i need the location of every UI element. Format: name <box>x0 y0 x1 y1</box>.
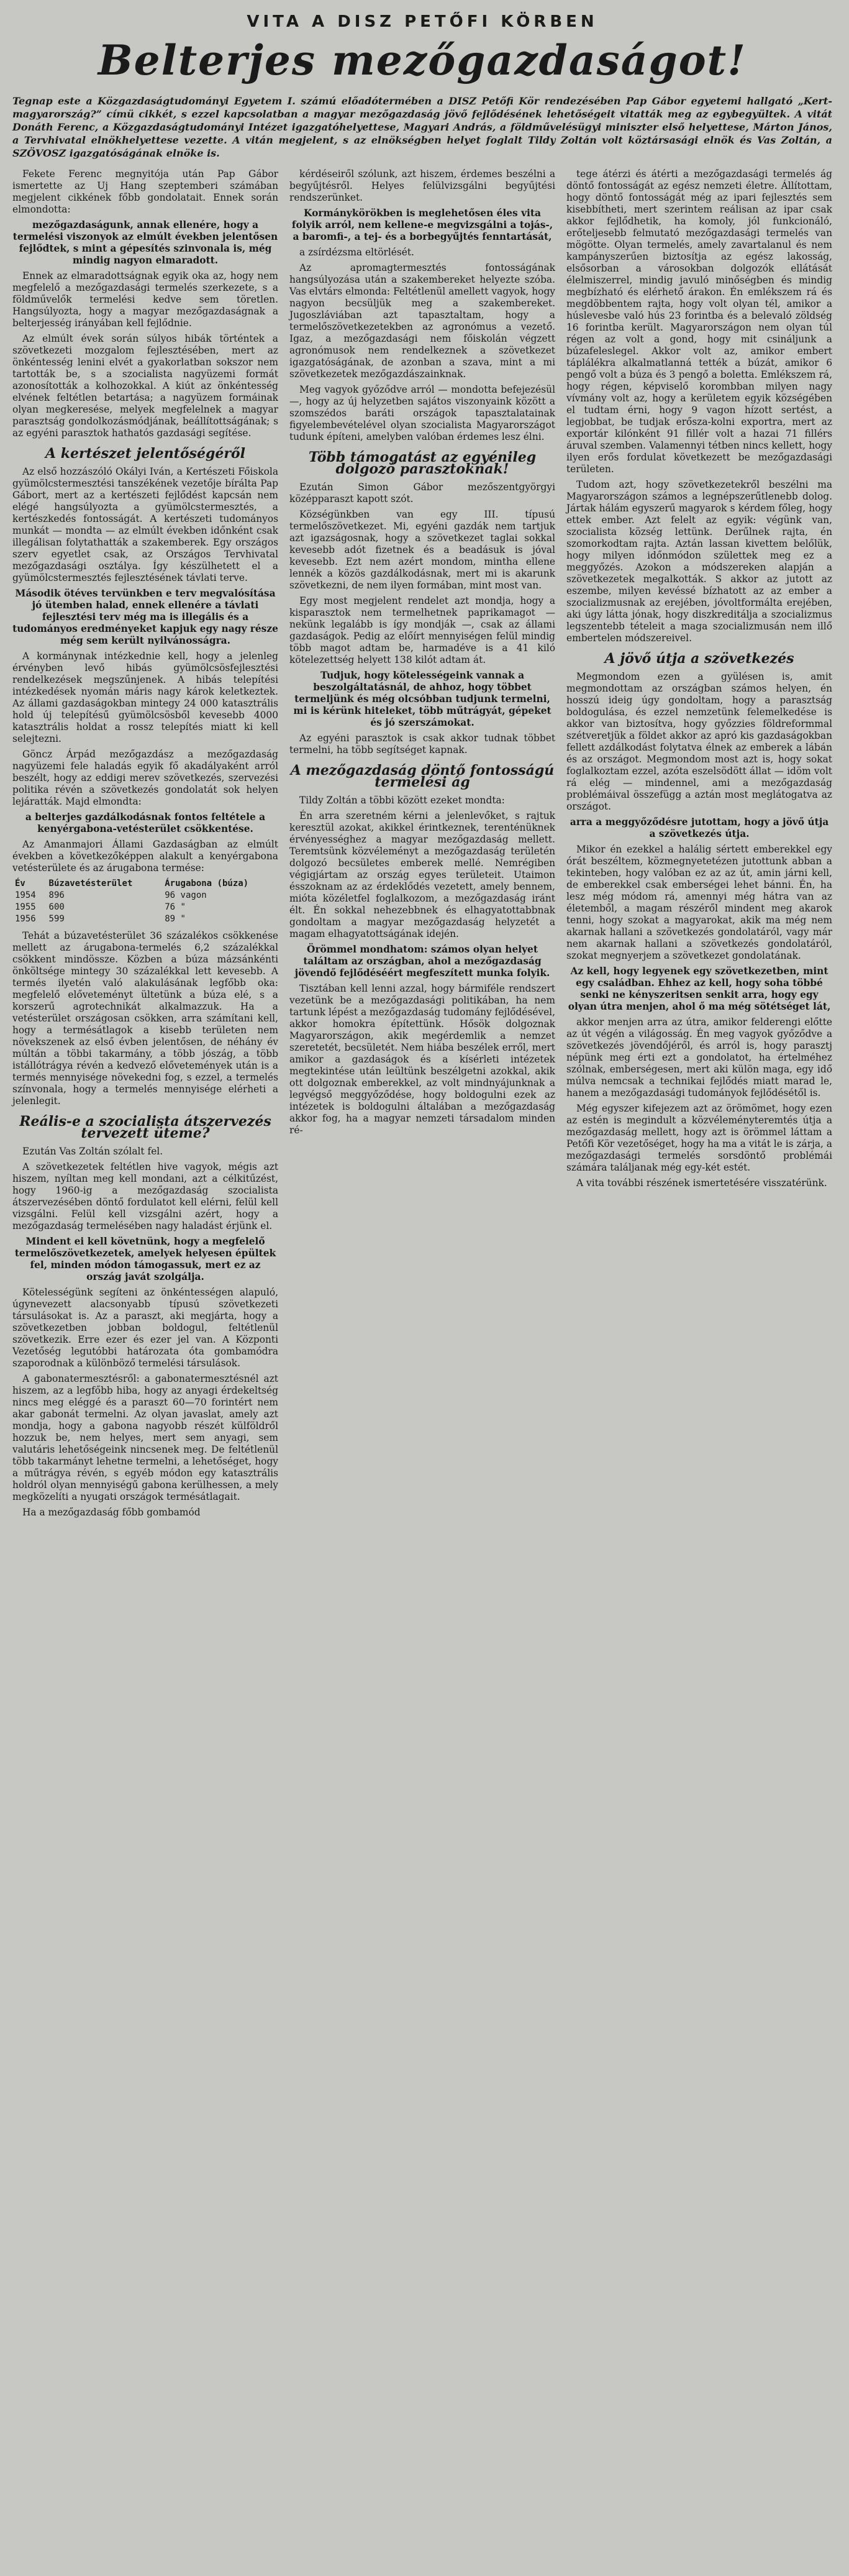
table-header: Búzavetésterület <box>48 879 133 888</box>
paragraph: a zsírdézsma eltörlését. <box>299 247 414 258</box>
paragraph: Az elmúlt évek során súlyos hibák történtek a szövetkezeti mozgalom fejlesztésében, mert az önkéntesség lenini elvét a gyakorlatban sokszor nem tartották be, s a szocialista nagyüzemi formát azonosították a kolhozokkal. A kiút az önkéntesség elvének feltétlen betartása; a nagyüzem formáinak olyan megkeresése, melyek megfelelnek a magyar parasztság gondolkozásmódjának, beállítottságának; s az egyéni parasztok hathatós gazdasági segítése. <box>12 333 278 439</box>
paragraph: Az első hozzászóló Okályi Iván, a Kertészeti Főiskola gyümölcstermesztési tanszékének vezetője bírálta Pap Gábort, mert az a kertészeti fejlődést kapcsán nem elégé hangsúlyozta a gyümölcstermesztés, a kertészkedés fontosságát. A kertészeti tudományos munkát — mondta — az elmúlt években időnként csak illegálisan folytathatták a szakemberek. Egy országos szerv egyetlet csak, az Országos Tervhivatal mezőgazdasági osztálya. Így készülhetett el a gyümölcstermesztés fejlesztésének távlati terve. <box>12 466 278 583</box>
paragraph: a belterjes gazdálkodásnak fontos feltétele a kenyérgabona-vetésterület csökkentése. <box>25 811 266 834</box>
paragraph: mezőgazdaságunk, annak ellenére, hogy a termelési viszonyok az elmúlt években jelentősen fejlődtek, s mint a gépesítés szinvonala is, még mindig nagyon elmaradott. <box>12 219 278 266</box>
paragraph: Mindent ei kell követnünk, hogy a megfelelő termelőszövetkezetek, amelyek helyesen épültek fel, minden módon támogassuk, mert ez az ország javát szolgálja. <box>14 1236 276 1282</box>
table-row <box>12 913 278 925</box>
paragraph: tege átérzi és átérti a mezőgazdasági termelés ág döntő fontosságát az egész nemzeti életre. Állítottam, hogy döntő fontosságát még az ipari fejlesztés sem kisebbítheti, mert szerintem reálisan az ipar csak akkor fejlődhetik, ha komoly, jól funkcionáló, erőteljesebb felmutató mezőgazdasági termelés van mögötte. Olyan termelés, amely zavartalanul és nem kampányszerűen biztosítja az egész lakosság, elsősorban a városokban dolgozók ellátását élelmiszerrel, mindig javuló minőségben és mindig megbízható és elérhető árakon. Én emlékszem rá és megdöbbentem rajta, hogy volt olyan tél, amikor a húslevesbe való hús 23 forintba és a belevaló zöldség 16 forintba került. Magyarországon nem olyan túl régen az volt a gond, hogy mit csináljunk a búzafeleslegel. Akkor volt az, amikor embert táplálékra alkalmatlanná tették a búzát, amikor 6 pengő volt a búza és 3 pengő a boletta. Emlékszem rá, hogy régen, képviselő korombban milyen nagy vívmány volt az, hogy a kerületem egyik községében el tudtam érni, hogy 9 vagon hízott sertést, a legjobbat, be tudjak erősza-kolni exportra, mert az exportár kilónként 91 fillér volt a hazai 71 fillérs áruval szemben. Valamennyi tétben nincs kellett, hogy ilyen erős fordulat következett be mezőgazdasági területen. <box>566 168 832 475</box>
paragraph: Ha a mezőgazdaság főbb gombamód <box>22 1507 201 1518</box>
paragraph: akkor menjen arra az útra, amikor felderengi előtte az út végén a világosság. Én meg vagyok győződve a szövetkezés jövendőjéről, és arról is, hogy parasztj népünk meg érti ezt a gondolatot, ha értelméhez szólnak, emberségesen, mert aki külön maga, egy idő múlva nemcsak a technikai fejlődés miatt marad le, hanem a mezőgazdasági tudományok fejlődésétől is. <box>566 1016 832 1098</box>
paragraph: Megmondom ezen a gyülésen is, amit megmondottam az országban számos helyen, én hosszú ideig úgy gondoltam, hogy a parasztság boldogulása, és ezzel nemzetünk felemelkedése is akkor van biztosítva, hogy győzzies földreformmal szétveretjük a földet akkor az apró kis gazdaságokban fellett azdálkodást folytatva élnek az emberek a lábán és az országot. Megmondom most azt is, hogy sokat foglalkoztam ezzel, azóta eszelsödött állat — idöm volt rá elég — mindennel, ami a mezőgazdaság problémáival összefügg a aztán most meglátogatva az országot. <box>566 671 832 812</box>
paragraph: Tildy Zoltán a többi között ezeket mondta: <box>299 795 505 806</box>
paragraph: Az egyéni parasztok is csak akkor tudnak többet termelni, ha több segítséget kapnak. <box>289 733 555 756</box>
paragraph: Mikor én ezekkel a halálig sértett emberekkel egy órát beszéltem, közmegnyetetézen jutottunk abban a tekinteben, hogy valóban ez az az út, amin járni kell, de emberekkel csak emberségei lehet bánni. Én, ha lesz még módom rá, amennyi még hátra van az életemből, a magam részéről mindent meg akarok tenni, hogy szokat a magyarokat, akik ma még nem akarnak hallani a szövetkezés gondolatáról, vagy már nem akarnak hallani a szövetkezés gondolatáról, szokat megnyerjem a szövetkezet gondolatának. <box>566 844 832 961</box>
table-cell: 76 " <box>165 902 186 912</box>
table-cell: 599 <box>48 914 65 924</box>
paragraph: Tudjuk, hogy kötelességeink vannak a beszolgáltatásnál, de ahhoz, hogy többet termeljünk és még olcsóbban tudjunk termelni, mi is kérünk hiteleket, több műtrágyát, gépeket és jó szerszámokat. <box>293 670 552 728</box>
paragraph: Az Amanmajori Állami Gazdaságban az elmúlt években a következőképpen alakult a kenyérgabona vetésterülete és az árugabona termése: <box>12 839 278 874</box>
table-cell: 89 " <box>165 914 186 924</box>
paragraph: A gabonatermesztésről: a gabonatermesztésnél azt hiszem, az a legfőbb hiba, hogy az anyagi érdekeltség nincs meg eléggé és a paraszt 60—70 forintért nem akar gabonát termelni. Az olyan javaslat, amely azt mondja, hogy a gabona nagyobb részét külföldről hozzuk be, nem helyes, mert sem anyagi, sem valutáris lehetőségeink nincsenek meg. De feltétlenül több takarmányt lehetne termelni, a lehetőséget, hogy a műtrágya révén, s egyéb módon egy katasztrális holdról olyan mennyiségű gabona kerülhessen, a mely megközelíti a nyugati országok termésátlagait. <box>12 1373 278 1502</box>
paragraph: Második ötéves tervünkben e terv megvalósítása jó ütemben halad, ennek ellenére a távlati fejlesztési terv még ma is illegális és a tudományos eredményeket kapjuk egy nagy része még sem került nyilvánosságra. <box>12 588 278 646</box>
wheat-table <box>12 878 278 925</box>
article-lead: Tegnap este a Közgazdaságtudományi Egyetem I. számú előadótermében a DISZ Petőfi Kör rendezésében Pap Gábor egyetemi hallgató „Kert-magyarország?” címü cikkét, s ezzel kapcsolatban a magyar mezőgazdaság jövő fejlődésének lehetőségeit vitatták meg az egybegyültek. A vitát Donáth Ferenc, a Közgazdaságtudományi Intézet igazgatóhelyettese, Magyari András, a földművelésügyi miniszter első helyettese, Márton János, a Tervhivatal elnökhelyettese vezette. A vitán megjelent, s az elnökségben helyet foglalt Tildy Zoltán volt köztársasági elnök és Vas Zoltán, a SZÖVOSZ igazgatóságának elnöke is. <box>12 95 832 159</box>
section-heading: Több támogatást az egyénileg dolgozó parasztoknak! <box>308 449 537 477</box>
article-kicker: VITA A DISZ PETŐFI KÖRBEN <box>247 12 598 31</box>
section-heading: A mezőgazdaság döntő fontosságú termelési ág <box>290 762 555 790</box>
table-cell: 1955 <box>15 902 36 912</box>
paragraph: Örömmel mondhatom: számos olyan helyet találtam az országban, ahol a mezőgazdaság jövendő fejlődéséért megfeszített munka folyik. <box>294 944 550 979</box>
paragraph: Ezután Simon Gábor mezőszentgyörgyi középparaszt kapott szót. <box>289 482 555 505</box>
paragraph: Egy most megjelent rendelet azt mondja, hogy a kisparasztok nem termelhetnek paprikamagot — nekünk legalább is így mondják —, csak az állami gazdaságok. Pedig az előírt mennyiségen felül mindig több magot adtam be, harmadéve is a 41 kiló kötelezettség helyett 138 kilót adtam át. <box>289 595 555 665</box>
paragraph: arra a meggyőződésre jutottam, hogy a jövő útja a szövetkezés útja. <box>570 816 829 839</box>
section-heading: Reális-e a szocialista átszervezés tervezett üteme? <box>19 1113 271 1141</box>
paragraph: Fekete Ferenc megnyitója után Pap Gábor ismertette az Uj Hang szeptemberi számában megjelent cikkének főbb gondolatait. Ennek során elmondotta: <box>12 168 278 215</box>
article <box>12 12 832 1522</box>
section-heading: A kertészet jelentőségéről <box>45 445 245 462</box>
column-3 <box>566 168 832 1522</box>
table-cell: 1954 <box>15 890 36 900</box>
paragraph: Ezután Vas Zoltán szólalt fel. <box>22 1146 163 1157</box>
table-cell: 896 <box>48 890 65 900</box>
paragraph: Tisztában kell lenni azzal, hogy bármiféle rendszert vezetünk be a mezőgazdasági politikában, ha nem tartunk lépést a mezőgazdaság tudomány fejlődésével, akkor homokra építettünk. Hősök dolgoznak Magyarországon, akik megérdemlik a nemzet szeretetét, becsületét. Nem hiába beszélek erről, mert amikor a gazdaságok és a kísérleti intézetek megtekintése után leültünk beszélgetni azokkal, akik ott dolgoznak emberekkel, az volt mindnyájunknak a legvégső meggyőződése, hogy boldogulni ezek az intézetek is boldogulni általában a mezőgazdaság akkor fog, ha a magyar nemzeti társadalom minden ré- <box>289 983 555 1136</box>
section-heading: A jövő útja a szövetkezés <box>604 651 794 667</box>
paragraph: Még egyszer kifejezem azt az örömömet, hogy ezen az estén is megindult a közvéleményteremtés útja a mezőgazdaság mellett, hogy azt is örömmel láttam a Petőfi Kör vezetőséget, hogy ha ma a vitát le is zárja, a mezőgazdasági termelés sorsdöntő problémái számára találjanak még egy-két estét. <box>566 1103 832 1173</box>
article-columns <box>12 168 832 1522</box>
table-row <box>12 890 278 902</box>
table-cell: 1956 <box>15 914 36 924</box>
paragraph: Göncz Árpád mezőgazdász a mezőgazdaság nagyüzemi fele haladás egyik fő akadályaként arról beszélt, hogy az eddigi merev szövetkezés, szervezési politika révén a szövetkezés gondolatát sok helyen lejáratták. Majd elmondta: <box>12 749 278 807</box>
paragraph: A kormánynak intézkednie kell, hogy a jelenleg érvényben levő hibás gyümölcsösfejlesztési rendelkezések megszűnjenek. A hibás telepítési intézkedések nyomán máris nagy károk keletkeztek. Az állami gazdaságokban mintegy 24 000 katasztrális hold új telepítésű gyümölcsösből kevesebb 4000 katasztrális holdat a rossz telepítés miatt ki kell selejtezni. <box>12 651 278 744</box>
paragraph: kérdéseiről szólunk, azt hiszem, érdemes beszélni a begyűjtésről. Helyes felülvizsgálni begyűjtési rendszerünket. <box>289 168 555 203</box>
paragraph: Kötelességünk segíteni az önkéntességen alapuló, úgynevezett alacsonyabb típusú szövetkezeti társulásokat is. Az a paraszt, aki megjárta, hogy a szövetkezetben jobban boldogul, feltétlenül szövetkezik. Erre ezer és ezer jel van. A Központi Vezetőség legutóbbi határozata óta gombamódra szaporodnak a különböző termelési társulások. <box>12 1287 278 1369</box>
paragraph: Meg vagyok győződve arról — mondotta befejezésül —, hogy az új helyzetben sajátos viszonyaink között a szomszédos baráti országok tapasztalatainak figyelembevételével olyan szocialista Magyarországot tudunk építeni, amelyben valóban érdemes lesz élni. <box>289 384 555 442</box>
paragraph: A szövetkezetek feltétlen hive vagyok, mégis azt hiszem, nyíltan meg kell mondani, azt a célkitűzést, hogy 1960-ig a mezőgazdaság szocialista átszervezésében döntő fordulatot kell elérni, felül kell vizsgálni. Felül kell vizsgálni azért, hogy a mezőgazdaság termelésében nagy haladást érjünk el. <box>12 1161 278 1231</box>
table-header: Árugabona (búza) <box>165 879 249 888</box>
column-2 <box>289 168 555 1522</box>
column-1 <box>12 168 278 1522</box>
paragraph: Ennek az elmaradottságnak egyik oka az, hogy nem megfelelő a mezőgazdasági termelés szerkezete, s a földművelők termelési kedve sem töretlen. Hangsúlyozta, hogy a magyar mezőgazdaságnak a belterjesség irányában kell fejlődnie. <box>12 270 278 329</box>
table-cell: 96 vagon <box>165 890 207 900</box>
article-headline: Belterjes mezőgazdaságot! <box>98 36 747 84</box>
paragraph: Az apromagtermesztés fontosságának hangsúlyozása után a szakembereket helyezte szóba. Vas elvtárs elmonda: Feltétlenül amellett vagyok, hogy nagyon becsüljük meg a szakembereket. Jugoszláviában azt tapasztaltam, hogy a termelőszövetkezetekben az agronómus a vezető. Igaz, a mezőgazdasági nem főiskolán végzett agronómusok nem rendelkeznek a szövetkezet igazgatóságának, de azonban a szava, mint a mi szövetkezetek mezőgazdászainknak. <box>289 262 555 380</box>
table-cell: 600 <box>48 902 65 912</box>
paragraph: Kormánykörökben is meglehetősen éles vita folyik arról, nem kellene-e megvizsgálni a tojás-, a baromfi-, a tej- és a borbegyűjtés fenntartását, <box>291 208 553 242</box>
table-row <box>12 902 278 913</box>
paragraph: Az kell, hogy legyenek egy szövetkezetben, mint egy családban. Ehhez az kell, hogy soha többé senki ne kényszeritsen senkit arra, hogy egy olyan útra menjen, ahol ő ma még sötétséget lát, <box>568 966 831 1012</box>
paragraph: Tehát a búzavetésterület 36 százalékos csökkenése mellett az árugabona-termelés 6,2 százalékkal csökkent mindössze. Közben a búza mázsánkénti önköltsége mintegy 30 százalékkal lett kevesebb. A termés ilyetén való alakulásának legfőbb oka: megfelelő előveteményt ültetünk a búza elé, s a korszerű agrotechnikát alkalmazzuk. Ha a vetésterület országosan csökken, arra számítani kell, hogy a termésátlagok a kisebb területen nem növekszenek az első évben jelentősen, de néhány év múltán a többi takarmány, a több jószág, a több istállótrágya révén a kedvező elővetemények után is a termés mennyisége növekedni fog, s ezzel, a termelés színvonala, hogy a termelés mennyisége elérheti a jelenlegit. <box>12 930 278 1107</box>
paragraph: A vita további részének ismertetésére visszatérünk. <box>576 1177 827 1189</box>
paragraph: Tudom azt, hogy szövetkezetekről beszélni ma Magyarországon számos a legnépszerűtlenebb dolog. Jártak hálám egyszerű magyarok s kérdem főleg, hogy ettek ember. Azt felelt az egyik: végünk van, szocialista község lettünk. Derűlnek rajta, én szomorkodtam rajta. Aztán lassan kivettem belőlük, hogy milyen időnmódon születtek meg ez a meggyőzés. Azokon a módszereken alapján a szövetkezetek megalkották. S akkor az jutott az eszembe, milyen kevéssé bízhatott az az ember a szocializmusnak az erejében, jóvoltformálta erejében, aki úgy látta jónak, hogy diszkreditálja a szocializmus legszentebb tételeit a maga szocializmusán nem illő embertelen módszereivel. <box>566 479 832 644</box>
paragraph: Községünkben van egy III. típusú termelőszövetkezet. Mi, egyéni gazdák nem tartjuk azt igazságosnak, hogy a szövetkezet taglai sokkal kevesebb adót fizetnek és a beadásuk is jóval kevesebb. Ezt nem azért mondom, mintha ellene lennék a közös gazdálkodásnak, mert mi is akarunk szövetkezni, de nem ilyen formában, mint most van. <box>289 509 555 591</box>
paragraph: Én arra szeretném kérni a jelenlevőket, s rajtuk keresztül azokat, akikkel érintkeznek, terenténüknek érvényességhez a magyar mezőgazdaság mellett. Teremtsünk közvéleményt a mezőgazdaság területén dolgozó becsületes emberek mellé. Nemrégiben végigjártam az ország egyes területeit. Utaimon ésszoknam az az érdeklődés vezetett, amely bennem, mióta közéletfel foglalkozom, a mezőgazdaság iránt élt. Én sokkal nehezebbnek és elhagyatottabbnak gondoltam a magyar mezőgazdaság helyzetét a magam elhagyatottságának idején. <box>289 810 555 939</box>
table-header: Év <box>15 879 25 888</box>
